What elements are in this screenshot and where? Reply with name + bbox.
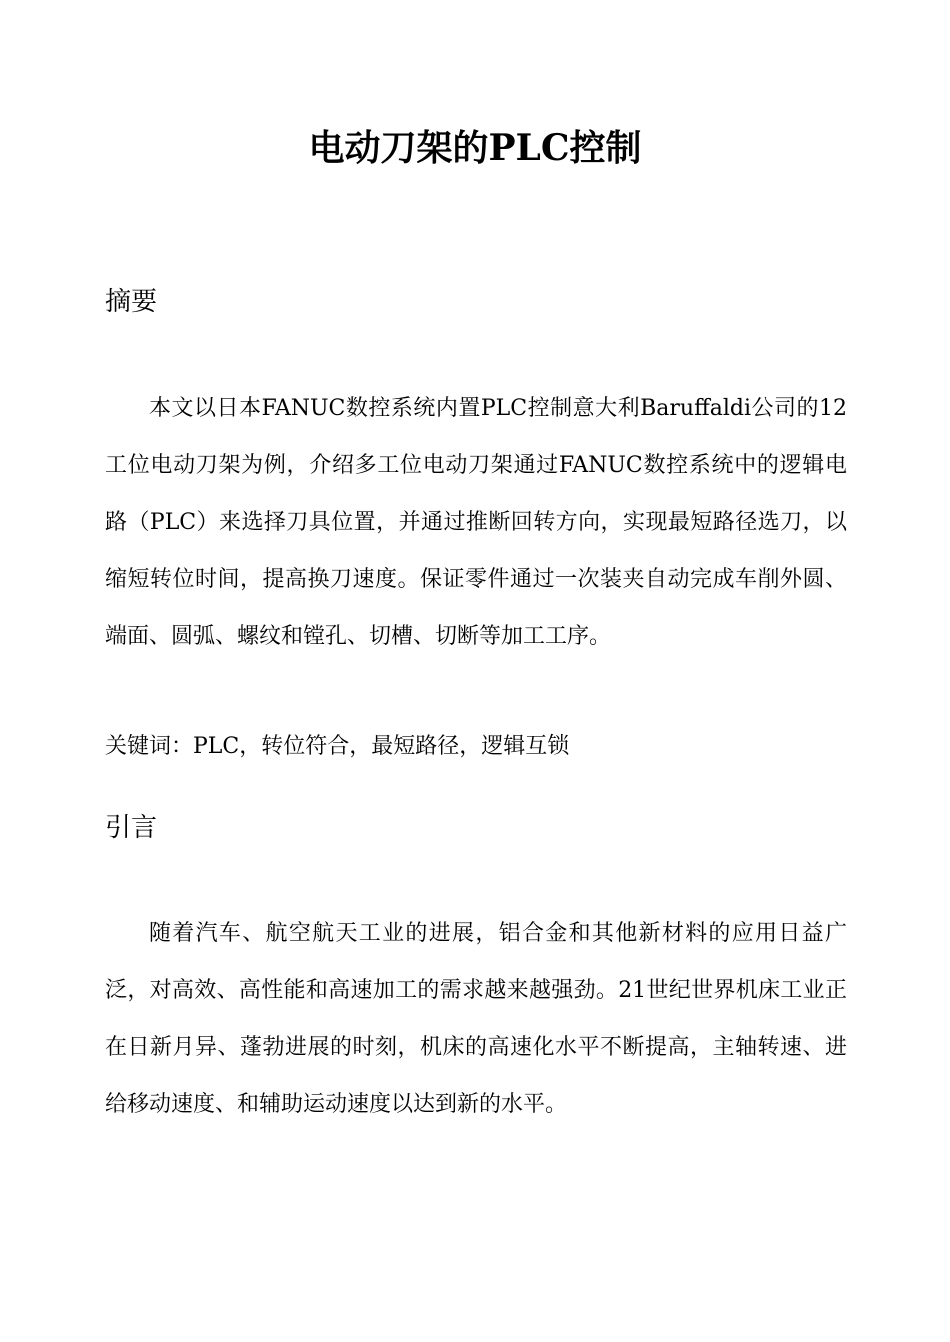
abstract-heading: 摘要: [105, 287, 158, 317]
introduction-body: 随着汽车、航空航天工业的进展，铝合金和其他新材料的应用日益广泛，对高效、高性能和高速加工的需求越来越强劲。21世纪世界机床工业正在日新月异、蓬勃进展的时刻，机床的高速化水平不断提高，主轴转速、进给移动速度、和辅助运动速度以达到新的水平。: [105, 921, 847, 1117]
document-title: 电动刀架的PLC控制: [308, 127, 642, 169]
keywords-line: 关键词：PLC，转位符合，最短路径，逻辑互锁: [105, 734, 570, 759]
introduction-heading: 引言: [105, 813, 158, 843]
abstract-body: 本文以日本FANUC数控系统内置PLC控制意大利Baruffaldi公司的12工位电动刀架为例，介绍多工位电动刀架通过FANUC数控系统中的逻辑电路（PLC）来选择刀具位置，并通过推断回转方向，实现最短路径选刀，以缩短转位时间，提高换刀速度。保证零件通过一次装夹自动完成车削外圆、端面、圆弧、螺纹和镗孔、切槽、切断等加工工序。: [105, 396, 847, 649]
